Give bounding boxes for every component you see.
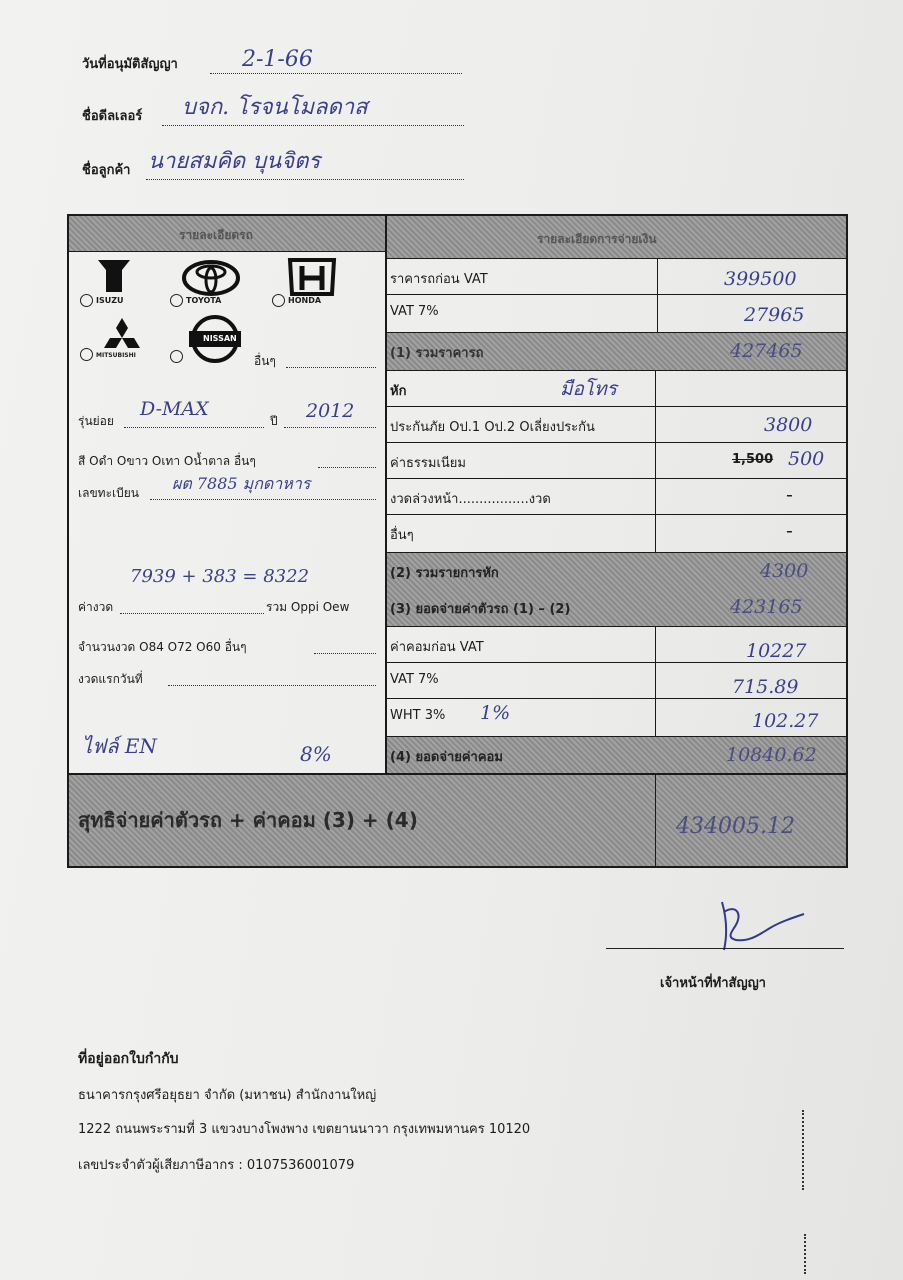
- left-header-rule: [69, 251, 385, 252]
- toyota-logo: [182, 260, 240, 296]
- row-others-label: อื่นๆ: [390, 528, 414, 543]
- row-wht-value: 102.27: [752, 710, 819, 732]
- color-dots: [318, 466, 376, 468]
- isuzu-name: ISUZU: [96, 296, 124, 305]
- row-fee-struck: 1,500: [732, 452, 774, 467]
- row-rule-11: [387, 662, 848, 663]
- row-total-deductions-label: (2) รวมรายการหัก: [390, 566, 499, 581]
- row-rule-5: [387, 442, 848, 443]
- car-details-header: [69, 216, 385, 252]
- isuzu-logo: [96, 258, 132, 294]
- invoice-address-line-1: ธนาคารกรุงศรีอยุธยา จำกัด (มหาชน) สำนักงานใหญ่: [78, 1088, 377, 1103]
- grand-total-label: สุทธิจ่ายค่าตัวรถ + ค่าคอม (3) + (4): [78, 808, 418, 832]
- payment-details-header: [387, 216, 846, 258]
- row-car-payment-label: (3) ยอดจ่ายค่าตัวรถ (1) – (2): [390, 602, 571, 617]
- dealer-dots: [162, 124, 464, 126]
- row-wht-label: WHT 3%: [390, 708, 446, 723]
- row-rule-0: [387, 258, 848, 259]
- invoice-tax-id: เลขประจำตัวผู้เสียภาษีอากร : 0107536001079: [78, 1158, 355, 1173]
- row-fee-label: ค่าธรรมเนียม: [390, 456, 466, 471]
- row-deduct-label: หัก: [390, 384, 407, 399]
- binder-marks-lower: [804, 1234, 808, 1274]
- others-dots: [286, 366, 376, 368]
- officer-signature: [700, 894, 810, 954]
- mitsubishi-name: MITSUBISHI: [96, 352, 136, 359]
- plate-value: ผต 7885 มุกดาหาร: [172, 474, 311, 493]
- row-rule-12: [387, 698, 848, 699]
- car-details-header-text: รายละเอียดรถ: [179, 228, 253, 242]
- row-commission-label: ค่าคอมก่อน VAT: [390, 640, 484, 655]
- row-wht-note: 1%: [480, 702, 511, 724]
- table-vertical-divider: [385, 214, 387, 774]
- isuzu-radio[interactable]: [80, 294, 93, 307]
- row-insurance-label: ประกันภัย Oป.1 Oป.2 Oเลี่ยงประกัน: [390, 420, 595, 435]
- note-percent: 8%: [300, 742, 332, 766]
- signature-label: เจ้าหน้าที่ทำสัญญา: [660, 976, 766, 991]
- row-vat-value: 27965: [744, 304, 805, 326]
- installment-value: 7939 + 383 = 8322: [130, 566, 310, 587]
- signature-line: [606, 948, 844, 949]
- row-total-car-price-label: (1) รวมราคารถ: [390, 346, 484, 361]
- row-total-car-price-value: 427465: [730, 340, 803, 362]
- year-label: ปี: [270, 414, 278, 428]
- customer-dots: [146, 178, 464, 180]
- row-rule-1: [387, 294, 848, 295]
- row-rule-7: [387, 514, 848, 515]
- plate-label: เลขทะเบียน: [78, 486, 139, 500]
- toyota-name: TOYOTA: [186, 296, 222, 305]
- first-due-label: งวดแรกวันที่: [78, 672, 143, 686]
- binder-marks: [802, 1110, 808, 1190]
- dealer-line: [82, 95, 464, 128]
- row-others-value: -: [786, 520, 793, 542]
- row-rule-6: [387, 478, 848, 479]
- invoice-address-line-2: 1222 ถนนพระรามที่ 3 แขวงบางโพงพาง เขตยานนาวา กรุงเทพมหานคร 10120: [78, 1122, 531, 1137]
- dealer-label: ชื่อดีลเลอร์: [82, 109, 143, 124]
- honda-logo: [286, 258, 338, 298]
- installment-label: ค่างวด: [78, 600, 114, 614]
- installment-options: รวม Oppi Oew: [266, 600, 350, 614]
- mitsubishi-logo: [100, 316, 144, 356]
- approval-date-value: 2-1-66: [242, 47, 313, 72]
- model-label: รุ่นย่อย: [78, 414, 114, 428]
- grand-total-divider: [655, 774, 656, 866]
- terms-line: จำนวนงวด O84 O72 O60 อื่นๆ: [78, 640, 247, 654]
- approval-date-dots: [210, 72, 462, 74]
- toyota-radio[interactable]: [170, 294, 183, 307]
- grand-total-value: 434005.12: [676, 814, 795, 839]
- note-value: ไฟล์ EN: [82, 734, 157, 758]
- honda-radio[interactable]: [272, 294, 285, 307]
- invoice-address-title: ที่อยู่ออกใบกำกับ: [78, 1051, 179, 1067]
- row-commission-payment-label: (4) ยอดจ่ายค่าคอม: [390, 750, 503, 765]
- row-fee-value: 500: [788, 448, 825, 470]
- row-commission-payment-value: 10840.62: [726, 744, 817, 766]
- model-value: D-MAX: [140, 398, 209, 420]
- row-price-before-vat-label: ราคารถก่อน VAT: [390, 272, 488, 287]
- row-car-payment-value: 423165: [730, 596, 803, 618]
- installment-dots: [120, 612, 264, 614]
- color-line: สี Oดำ Oขาว Oเทา Oน้ำตาล อื่นๆ: [78, 454, 256, 468]
- year-value: 2012: [306, 400, 355, 422]
- row-price-before-vat-value: 399500: [724, 268, 797, 290]
- others-label: อื่นๆ: [254, 354, 276, 368]
- model-dots: [124, 426, 264, 428]
- customer-value: นายสมคิด บุนจิตร: [148, 149, 321, 174]
- row-rule-10: [387, 626, 848, 627]
- terms-dots: [314, 652, 376, 654]
- year-dots: [284, 426, 376, 428]
- row-vat-label: VAT 7%: [390, 304, 439, 319]
- row-deduct-note: มือโทร: [560, 378, 617, 400]
- row-commission-vat-label: VAT 7%: [390, 672, 439, 687]
- approval-date-line: [82, 46, 462, 76]
- payment-details-header-text: รายละเอียดการจ่ายเงิน: [537, 232, 657, 246]
- first-due-dots: [168, 684, 376, 686]
- row-total-deductions-value: 4300: [760, 560, 809, 582]
- plate-dots: [150, 498, 376, 500]
- grand-total-rule: [69, 773, 846, 775]
- row-commission-value: 10227: [746, 640, 807, 662]
- row-rule-3: [387, 370, 848, 371]
- dealer-value: บจก. โรจนโมลดาส: [182, 95, 368, 120]
- customer-line: [82, 149, 464, 182]
- approval-date-label: วันที่อนุมัติสัญญา: [82, 57, 178, 72]
- nissan-radio[interactable]: [170, 350, 183, 363]
- mitsubishi-radio[interactable]: [80, 348, 93, 361]
- row-advance-label: งวดล่วงหน้า.................งวด: [390, 492, 551, 507]
- customer-label: ชื่อลูกค้า: [82, 163, 131, 178]
- row-commission-vat-value: 715.89: [732, 676, 799, 698]
- row-insurance-value: 3800: [764, 414, 813, 436]
- nissan-name: NISSAN: [203, 334, 237, 343]
- row-rule-4: [387, 406, 848, 407]
- row-advance-value: -: [786, 484, 793, 506]
- honda-name: HONDA: [288, 296, 322, 305]
